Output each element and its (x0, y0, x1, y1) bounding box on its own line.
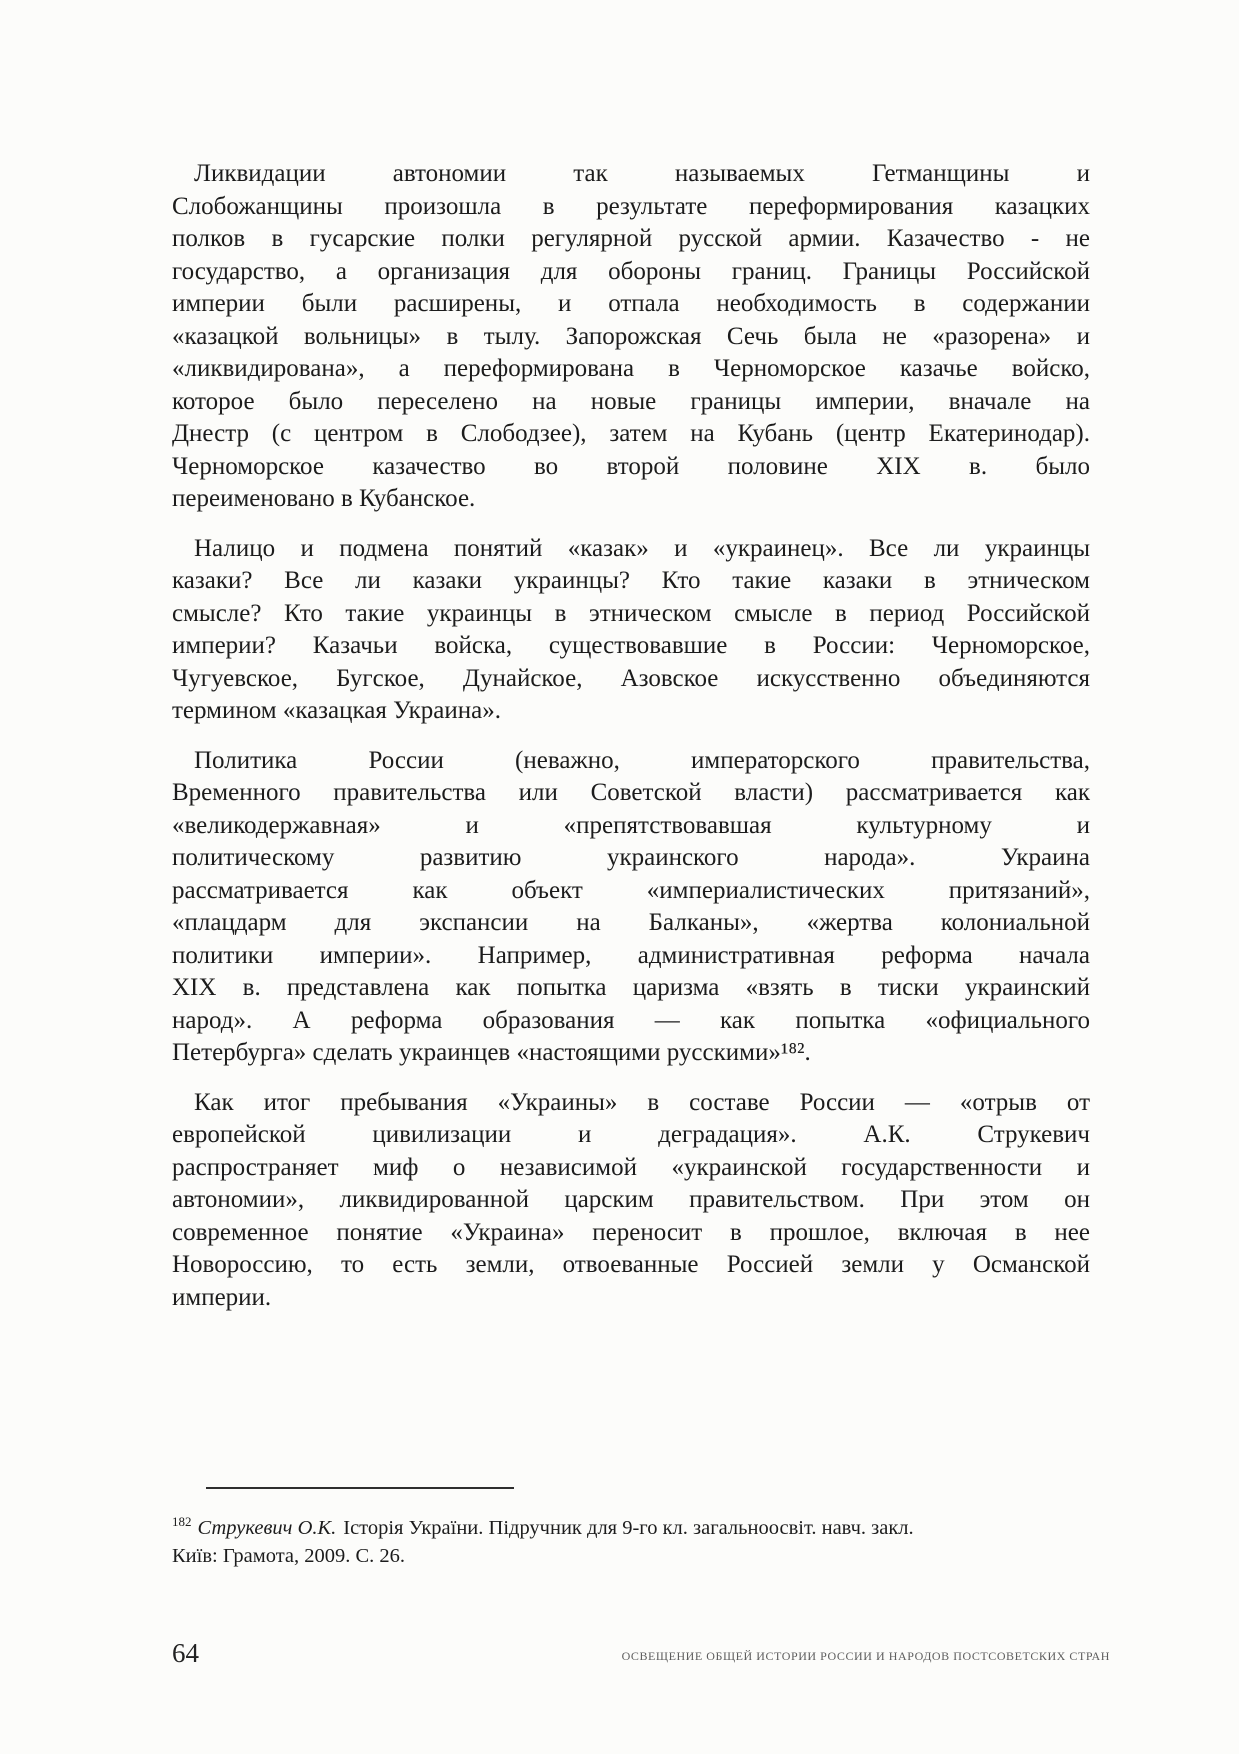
body-text (172, 158, 1090, 1314)
body-line: империи. (172, 1283, 272, 1311)
body-line: Временного правительства или Советской власти) рассматривается как (172, 779, 1090, 806)
body-line: европейской цивилизации и деградация». А.К. Струкевич (172, 1121, 1090, 1148)
body-line: Налицо и подмена понятий «казак» и «украинец». Все ли украинцы (194, 534, 1090, 562)
paragraph-4 (172, 1087, 1090, 1315)
footnote-separator (206, 1487, 514, 1489)
running-footer: ОСВЕЩЕНИЕ ОБЩЕЙ ИСТОРИИ РОССИИ И НАРОДОВ ПОСТСОВЕТСКИХ СТРАН (621, 1649, 1110, 1663)
body-line: Петербурга» сделать украинцев «настоящими русскими»¹⁸². (172, 1039, 811, 1066)
body-line: империи были расширены, и отпала необходимость в содержании (172, 290, 1090, 317)
footnote-marker: 182 (172, 1514, 192, 1530)
body-line: казаки? Все ли казаки украинцы? Кто такие казаки в этническом (172, 567, 1090, 594)
paragraph-3 (172, 745, 1090, 1070)
paragraph-1 (172, 158, 1090, 516)
body-line: политики империи». Например, административная реформа начала (172, 941, 1090, 969)
footnote-line-1 (172, 1515, 1090, 1543)
body-line: «великодержавная» и «препятствовавшая культурному и (172, 811, 1090, 839)
body-line: современное понятие «Украина» переносит в прошлое, включая в нее (172, 1218, 1090, 1246)
footnote-line-2: Київ: Грамота, 2009. С. 26. (172, 1544, 406, 1567)
body-line: народ». А реформа образования — как попытка «официального (172, 1006, 1090, 1034)
body-line: Как итог пребывания «Украины» в составе России — «отрыв от (194, 1088, 1090, 1116)
paragraph-2 (172, 533, 1090, 728)
body-line: переименовано в Кубанское. (172, 485, 476, 512)
page-number: 64 (172, 1638, 199, 1668)
body-line: Слобожанщины произошла в результате переформирования казацких (172, 192, 1090, 220)
body-line: XIX в. представлена как попытка царизма «взять в тиски украинский (172, 974, 1090, 1001)
body-line: Новороссию, то есть земли, отвоеванные Россией земли у Османской (172, 1251, 1090, 1278)
footnote-author: Струкевич О.К. (197, 1517, 337, 1539)
body-line: «ликвидирована», а переформирована в Черноморское казачье войско, (172, 355, 1090, 382)
body-line: «плацдарм для экспансии на Балканы», «жертва колониальной (172, 909, 1090, 936)
footnote (172, 1487, 1090, 1570)
body-line: «казацкой вольницы» в тылу. Запорожская Сечь была не «разорена» и (172, 322, 1090, 350)
body-line: Днестр (с центром в Слободзее), затем на Кубань (центр Екатеринодар). (172, 420, 1090, 447)
body-line: Ликвидации автономии так называемых Гетманщины и (194, 160, 1090, 187)
body-line: Политика России (неважно, императорского правительства, (194, 746, 1090, 774)
body-line: Черноморское казачество во второй половине XIX в. было (172, 452, 1090, 480)
body-line: полков в гусарские полки регулярной русской армии. Казачество - не (172, 225, 1090, 252)
body-line: которое было переселено на новые границы империи, вначале на (172, 387, 1090, 415)
body-line: распространяет миф о независимой «украинской государственности и (172, 1153, 1090, 1181)
body-line: Чугуевское, Бугское, Дунайское, Азовское искусственно объединяются (172, 664, 1090, 692)
page-footer (172, 1638, 1110, 1678)
body-line: автономии», ликвидированной царским правительством. При этом он (172, 1186, 1090, 1213)
body-line: термином «казацкая Украина». (172, 697, 501, 724)
body-line: политическому развитию украинского народа». Украина (172, 844, 1090, 871)
body-line: империи? Казачьи войска, существовавшие в России: Черноморское, (172, 632, 1090, 659)
body-line: рассматривается как объект «империалистических притязаний», (172, 876, 1090, 904)
body-line: государство, а организация для обороны границ. Границы Российской (172, 257, 1090, 285)
footnote-citation: Історія України. Підручник для 9-го кл. загальноосвіт. навч. закл. (343, 1517, 914, 1539)
body-line: смысле? Кто такие украинцы в этническом смысле в период Российской (172, 599, 1090, 627)
